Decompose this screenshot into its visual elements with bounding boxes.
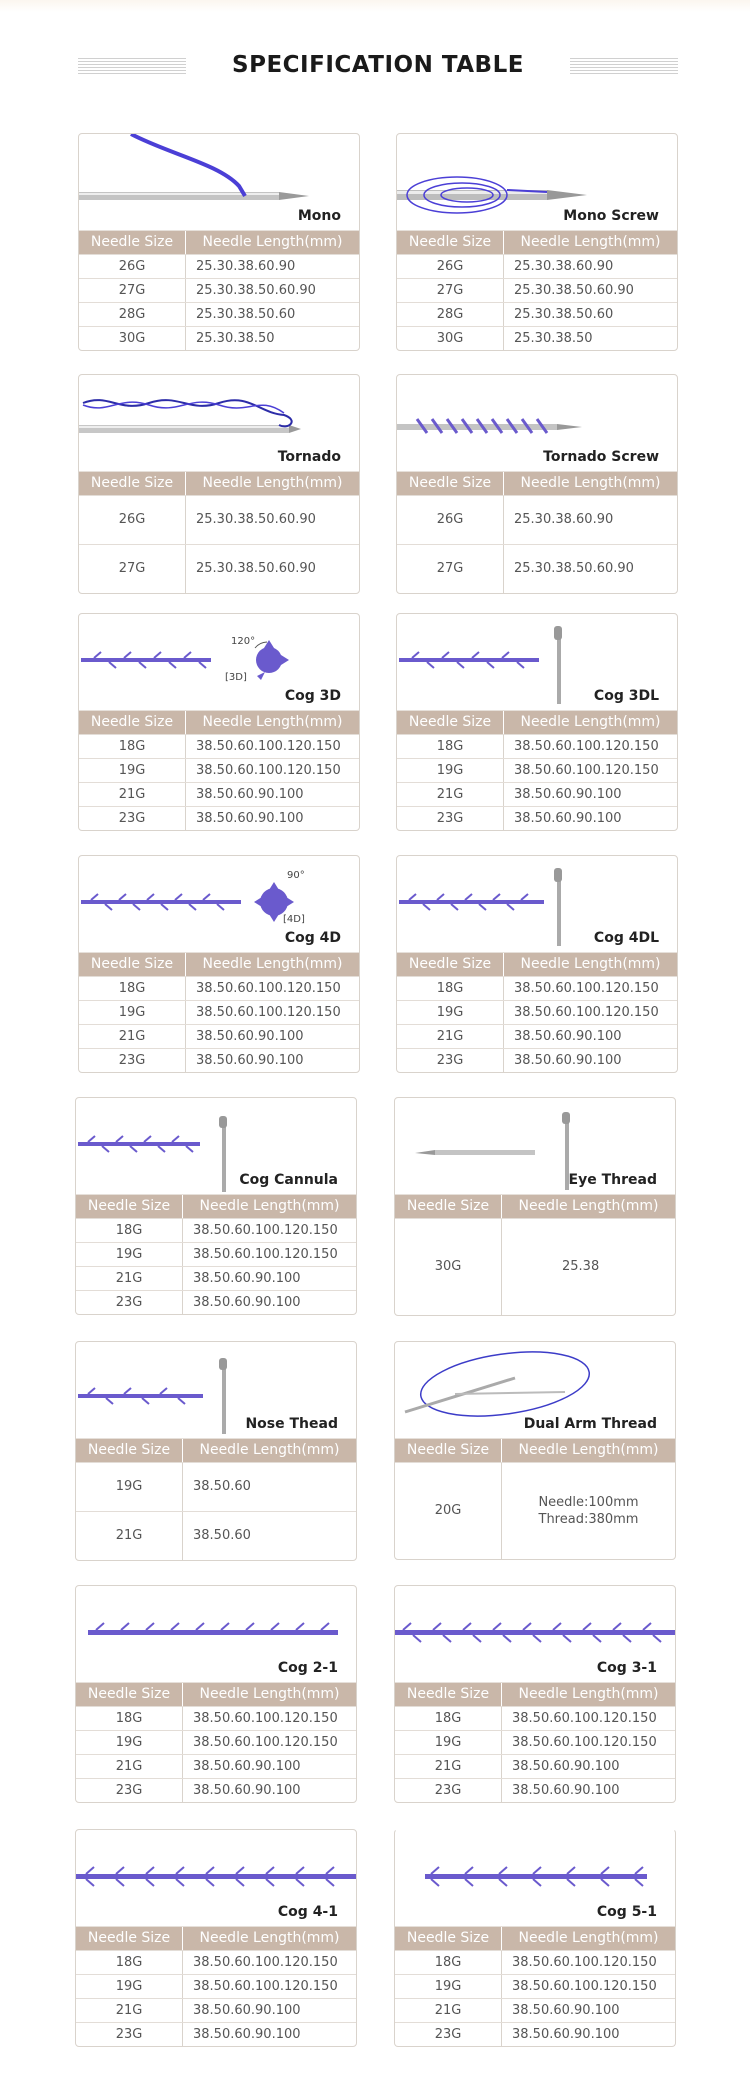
header-needle-size: Needle Size xyxy=(79,472,186,495)
table-header xyxy=(79,472,359,495)
product-name: Tornado Screw xyxy=(543,449,659,465)
needle-length: 38.50.60.90.100 xyxy=(512,2027,620,2042)
product-image-cog-5-1 xyxy=(395,1830,675,1927)
needle-length: 38.50.60.90.100 xyxy=(512,1759,620,1774)
product-image-cog-4d xyxy=(79,856,359,953)
header-needle-size: Needle Size xyxy=(395,1439,502,1462)
table-row xyxy=(76,1218,356,1242)
needle-length: 38.50.60.90.100 xyxy=(193,1271,301,1286)
table-row xyxy=(397,734,677,758)
needle-length: 25.30.38.60.90 xyxy=(196,259,296,274)
needle-size: 21G xyxy=(76,1267,183,1290)
header-decoration-right xyxy=(570,56,678,74)
needle-length: 38.50.60.100.120.150 xyxy=(512,1955,657,1970)
header-needle-length: Needle Length(mm) xyxy=(520,475,661,491)
table-header xyxy=(76,1439,356,1462)
header-needle-size: Needle Size xyxy=(395,1683,502,1706)
needle-size: 28G xyxy=(397,303,504,326)
product-name: Cog 3-1 xyxy=(596,1660,657,1676)
table-row xyxy=(397,1000,677,1024)
header-needle-size: Needle Size xyxy=(395,1195,502,1218)
product-name: Tornado xyxy=(277,449,341,465)
needle-length: 38.50.60.100.120.150 xyxy=(514,1005,659,1020)
needle-length: 38.50.60.100.120.150 xyxy=(196,739,341,754)
header-needle-size: Needle Size xyxy=(79,231,186,254)
needle-length: 25.30.38.50.60 xyxy=(196,307,296,322)
needle-length: 38.50.60.90.100 xyxy=(193,1295,301,1310)
header-needle-size: Needle Size xyxy=(76,1683,183,1706)
product-card-tornado-screw xyxy=(396,374,678,594)
product-image-mono xyxy=(79,134,359,231)
product-card-cog-3dl xyxy=(396,613,678,831)
table-row xyxy=(76,1290,356,1314)
needle-size: 21G xyxy=(395,1999,502,2022)
needle-size: 18G xyxy=(395,1951,502,1974)
table-row xyxy=(395,1778,675,1802)
needle-length: 38.50.60.100.120.150 xyxy=(514,763,659,778)
needle-length: 38.50.60.90.100 xyxy=(193,1759,301,1774)
table-row xyxy=(76,1462,356,1511)
product-card-cog-4-1 xyxy=(75,1829,357,2047)
needle-size: 20G xyxy=(395,1463,502,1559)
table-row xyxy=(79,544,359,593)
needle-size: 18G xyxy=(76,1219,183,1242)
product-name: Eye Thread xyxy=(568,1172,657,1188)
needle-size: 21G xyxy=(397,1025,504,1048)
table-row xyxy=(76,1511,356,1560)
table-row xyxy=(79,758,359,782)
table-row xyxy=(395,1462,675,1559)
header-needle-length: Needle Length(mm) xyxy=(518,1930,659,1946)
table-row xyxy=(397,806,677,830)
table-header xyxy=(79,711,359,734)
needle-length: 38.50.60.100.120.150 xyxy=(193,1223,338,1238)
needle-length: 38.50.60 xyxy=(193,1528,251,1543)
table-row xyxy=(395,1730,675,1754)
product-name: Cog 4D xyxy=(284,930,341,946)
table-row xyxy=(79,302,359,326)
header-needle-size: Needle Size xyxy=(397,711,504,734)
page-header xyxy=(78,50,678,84)
table-row xyxy=(397,326,677,350)
needle-length: 25.30.38.50.60.90 xyxy=(196,283,316,298)
product-card-cog-4d xyxy=(78,855,360,1073)
needle-size: 30G xyxy=(395,1219,502,1315)
needle-length: 38.50.60.100.120.150 xyxy=(193,1735,338,1750)
table-row xyxy=(76,1242,356,1266)
product-image-cog-2-1 xyxy=(76,1586,356,1683)
table-header xyxy=(397,231,677,254)
header-needle-size: Needle Size xyxy=(76,1195,183,1218)
product-card-mono xyxy=(78,133,360,351)
needle-size: 19G xyxy=(76,1731,183,1754)
table-row xyxy=(79,1000,359,1024)
product-card-dual-arm-thread xyxy=(394,1341,676,1560)
product-name: Nose Thead xyxy=(245,1416,338,1432)
needle-size: 26G xyxy=(397,255,504,278)
product-card-nose-thead xyxy=(75,1341,357,1561)
needle-length: 38.50.60.100.120.150 xyxy=(196,763,341,778)
thread-length-value: Thread:380mm xyxy=(538,1512,639,1527)
product-image-cog-4-1 xyxy=(76,1830,356,1927)
table-row xyxy=(76,2022,356,2046)
product-image-cog-3dl xyxy=(397,614,677,711)
needle-size: 18G xyxy=(397,735,504,758)
table-header xyxy=(76,1683,356,1706)
header-needle-length: Needle Length(mm) xyxy=(518,1686,659,1702)
needle-length-value: Needle:100mm xyxy=(538,1495,639,1510)
needle-length: 38.50.60.90.100 xyxy=(512,2003,620,2018)
needle-size: 27G xyxy=(397,279,504,302)
product-image-eye-thread xyxy=(395,1098,675,1195)
product-name: Dual Arm Thread xyxy=(523,1416,657,1432)
needle-length: 38.50.60.90.100 xyxy=(193,1783,301,1798)
table-row xyxy=(76,1778,356,1802)
needle-size: 18G xyxy=(395,1707,502,1730)
needle-size: 18G xyxy=(79,977,186,1000)
table-row xyxy=(397,976,677,1000)
table-row xyxy=(395,1998,675,2022)
product-image-mono-screw xyxy=(397,134,677,231)
table-row xyxy=(76,1998,356,2022)
needle-length: 38.50.60.90.100 xyxy=(193,2003,301,2018)
needle-length: 38.50.60.100.120.150 xyxy=(512,1735,657,1750)
product-name: Cog Cannula xyxy=(239,1172,338,1188)
needle-size: 19G xyxy=(395,1731,502,1754)
needle-length: 25.30.38.50.60.90 xyxy=(196,512,316,527)
product-card-cog-5-1 xyxy=(394,1829,676,2047)
table-header xyxy=(395,1927,675,1950)
table-row xyxy=(76,1974,356,1998)
needle-length: 38.50.60.100.120.150 xyxy=(514,739,659,754)
needle-size: 19G xyxy=(397,1001,504,1024)
needle-size: 23G xyxy=(395,2023,502,2046)
needle-length: 38.50.60.90.100 xyxy=(196,811,304,826)
header-needle-size: Needle Size xyxy=(397,231,504,254)
table-row xyxy=(79,495,359,544)
table-header xyxy=(76,1927,356,1950)
angle-label: 90° xyxy=(287,870,305,881)
needle-length: 25.30.38.50 xyxy=(196,331,275,346)
product-image-tornado xyxy=(79,375,359,472)
table-row xyxy=(79,1024,359,1048)
needle-size: 23G xyxy=(76,1779,183,1802)
header-needle-length: Needle Length(mm) xyxy=(520,714,661,730)
needle-size: 19G xyxy=(76,1243,183,1266)
header-needle-length: Needle Length(mm) xyxy=(202,714,343,730)
table-header xyxy=(397,711,677,734)
table-row xyxy=(76,1754,356,1778)
needle-length: 38.50.60.100.120.150 xyxy=(193,1955,338,1970)
needle-size: 23G xyxy=(397,1049,504,1072)
page-title: SPECIFICATION TABLE xyxy=(232,52,524,78)
angle-label: 120° xyxy=(231,636,256,647)
table-row xyxy=(397,758,677,782)
product-name: Cog 4-1 xyxy=(277,1904,338,1920)
product-card-mono-screw xyxy=(396,133,678,351)
table-row xyxy=(397,782,677,806)
product-card-cog-4dl xyxy=(396,855,678,1073)
product-card-cog-cannula xyxy=(75,1097,357,1315)
needle-length xyxy=(502,1463,675,1559)
table-row xyxy=(397,302,677,326)
needle-length: 25.38 xyxy=(562,1259,600,1274)
header-needle-length: Needle Length(mm) xyxy=(518,1198,659,1214)
header-needle-size: Needle Size xyxy=(79,711,186,734)
needle-size: 21G xyxy=(76,1999,183,2022)
needle-length: 38.50.60.90.100 xyxy=(512,1783,620,1798)
needle-size: 30G xyxy=(79,327,186,350)
table-header xyxy=(397,472,677,495)
header-needle-size: Needle Size xyxy=(76,1439,183,1462)
needle-length: 25.30.38.50 xyxy=(514,331,593,346)
needle-size: 23G xyxy=(76,2023,183,2046)
header-needle-size: Needle Size xyxy=(395,1927,502,1950)
needle-length: 38.50.60.90.100 xyxy=(196,1029,304,1044)
product-image-cog-3-1 xyxy=(395,1586,675,1683)
needle-size: 19G xyxy=(76,1463,183,1511)
table-header xyxy=(395,1683,675,1706)
needle-size: 27G xyxy=(397,545,504,593)
needle-size: 18G xyxy=(79,735,186,758)
table-row xyxy=(79,278,359,302)
needle-size: 23G xyxy=(397,807,504,830)
table-row xyxy=(79,734,359,758)
needle-size: 21G xyxy=(397,783,504,806)
header-needle-length: Needle Length(mm) xyxy=(202,475,343,491)
table-row xyxy=(79,254,359,278)
needle-size: 21G xyxy=(395,1755,502,1778)
header-needle-length: Needle Length(mm) xyxy=(520,956,661,972)
header-needle-length: Needle Length(mm) xyxy=(199,1686,340,1702)
needle-length: 25.30.38.50.60.90 xyxy=(196,561,316,576)
needle-length: 25.30.38.60.90 xyxy=(514,512,614,527)
needle-length: 38.50.60.100.120.150 xyxy=(193,1711,338,1726)
header-needle-size: Needle Size xyxy=(397,953,504,976)
product-image-cog-cannula xyxy=(76,1098,356,1195)
needle-length: 38.50.60 xyxy=(193,1479,251,1494)
table-row xyxy=(79,326,359,350)
dimension-tag: [3D] xyxy=(225,672,247,683)
needle-size: 19G xyxy=(79,1001,186,1024)
needle-size: 21G xyxy=(79,1025,186,1048)
table-row xyxy=(76,1266,356,1290)
product-image-nose-thead xyxy=(76,1342,356,1439)
needle-size: 21G xyxy=(79,783,186,806)
header-needle-size: Needle Size xyxy=(397,472,504,495)
product-image-cog-3d xyxy=(79,614,359,711)
needle-length: 38.50.60.100.120.150 xyxy=(514,981,659,996)
needle-size: 27G xyxy=(79,279,186,302)
needle-length: 38.50.60.90.100 xyxy=(514,811,622,826)
needle-length: 38.50.60.90.100 xyxy=(196,787,304,802)
header-needle-size: Needle Size xyxy=(79,953,186,976)
needle-size: 18G xyxy=(397,977,504,1000)
needle-length: 38.50.60.100.120.150 xyxy=(193,1247,338,1262)
table-row xyxy=(395,1218,675,1315)
table-header xyxy=(76,1195,356,1218)
product-card-cog-2-1 xyxy=(75,1585,357,1803)
needle-size: 19G xyxy=(79,759,186,782)
top-band xyxy=(0,0,750,12)
needle-length: 38.50.60.100.120.150 xyxy=(196,981,341,996)
product-name: Cog 2-1 xyxy=(277,1660,338,1676)
header-needle-length: Needle Length(mm) xyxy=(199,1442,340,1458)
needle-size: 26G xyxy=(79,255,186,278)
header-needle-size: Needle Size xyxy=(76,1927,183,1950)
header-needle-length: Needle Length(mm) xyxy=(202,234,343,250)
header-needle-length: Needle Length(mm) xyxy=(520,234,661,250)
product-card-tornado xyxy=(78,374,360,594)
table-header xyxy=(397,953,677,976)
table-header xyxy=(395,1439,675,1462)
needle-size: 26G xyxy=(79,496,186,544)
product-image-tornado-screw xyxy=(397,375,677,472)
needle-size: 27G xyxy=(79,545,186,593)
dimension-tag: [4D] xyxy=(283,914,305,925)
needle-length: 25.30.38.50.60.90 xyxy=(514,283,634,298)
product-image-cog-4dl xyxy=(397,856,677,953)
table-row xyxy=(397,278,677,302)
table-row xyxy=(397,254,677,278)
header-needle-length: Needle Length(mm) xyxy=(199,1198,340,1214)
needle-length: 38.50.60.100.120.150 xyxy=(196,1005,341,1020)
table-row xyxy=(397,495,677,544)
table-row xyxy=(79,976,359,1000)
needle-length: 38.50.60.90.100 xyxy=(196,1053,304,1068)
needle-length: 25.30.38.60.90 xyxy=(514,259,614,274)
table-row xyxy=(397,1024,677,1048)
table-row xyxy=(76,1706,356,1730)
table-row xyxy=(79,806,359,830)
table-row xyxy=(395,1706,675,1730)
table-row xyxy=(79,1048,359,1072)
needle-length: 38.50.60.90.100 xyxy=(514,1053,622,1068)
needle-length: 25.30.38.50.60 xyxy=(514,307,614,322)
needle-length: 25.30.38.50.60.90 xyxy=(514,561,634,576)
header-needle-length: Needle Length(mm) xyxy=(199,1930,340,1946)
table-row xyxy=(395,1974,675,1998)
needle-length: 38.50.60.90.100 xyxy=(514,787,622,802)
needle-size: 21G xyxy=(76,1755,183,1778)
needle-size: 30G xyxy=(397,327,504,350)
product-name: Cog 3DL xyxy=(593,688,659,704)
needle-size: 19G xyxy=(397,759,504,782)
needle-size: 19G xyxy=(395,1975,502,1998)
table-row xyxy=(395,1754,675,1778)
needle-size: 21G xyxy=(76,1512,183,1560)
needle-size: 28G xyxy=(79,303,186,326)
table-header xyxy=(395,1195,675,1218)
table-row xyxy=(395,2022,675,2046)
product-name: Cog 3D xyxy=(284,688,341,704)
needle-size: 19G xyxy=(76,1975,183,1998)
product-image-dual-arm-thread xyxy=(395,1342,675,1439)
needle-length: 38.50.60.90.100 xyxy=(193,2027,301,2042)
product-name: Cog 4DL xyxy=(593,930,659,946)
needle-size: 23G xyxy=(395,1779,502,1802)
needle-size: 23G xyxy=(76,1291,183,1314)
product-card-cog-3-1 xyxy=(394,1585,676,1803)
needle-size: 18G xyxy=(76,1951,183,1974)
needle-size: 26G xyxy=(397,496,504,544)
product-card-cog-3d xyxy=(78,613,360,831)
header-needle-length: Needle Length(mm) xyxy=(518,1442,659,1458)
product-name: Mono xyxy=(297,208,341,224)
needle-length: 38.50.60.100.120.150 xyxy=(512,1711,657,1726)
table-row xyxy=(397,544,677,593)
table-row xyxy=(79,782,359,806)
product-name: Cog 5-1 xyxy=(596,1904,657,1920)
table-row xyxy=(397,1048,677,1072)
table-row xyxy=(395,1950,675,1974)
needle-size: 23G xyxy=(79,807,186,830)
needle-size: 23G xyxy=(79,1049,186,1072)
needle-length: 38.50.60.100.120.150 xyxy=(193,1979,338,1994)
needle-length: 38.50.60.100.120.150 xyxy=(512,1979,657,1994)
header-needle-length: Needle Length(mm) xyxy=(202,956,343,972)
product-card-eye-thread xyxy=(394,1097,676,1316)
table-row xyxy=(76,1950,356,1974)
needle-length: 38.50.60.90.100 xyxy=(514,1029,622,1044)
table-row xyxy=(76,1730,356,1754)
table-header xyxy=(79,953,359,976)
table-header xyxy=(79,231,359,254)
needle-size: 18G xyxy=(76,1707,183,1730)
product-name: Mono Screw xyxy=(563,208,659,224)
